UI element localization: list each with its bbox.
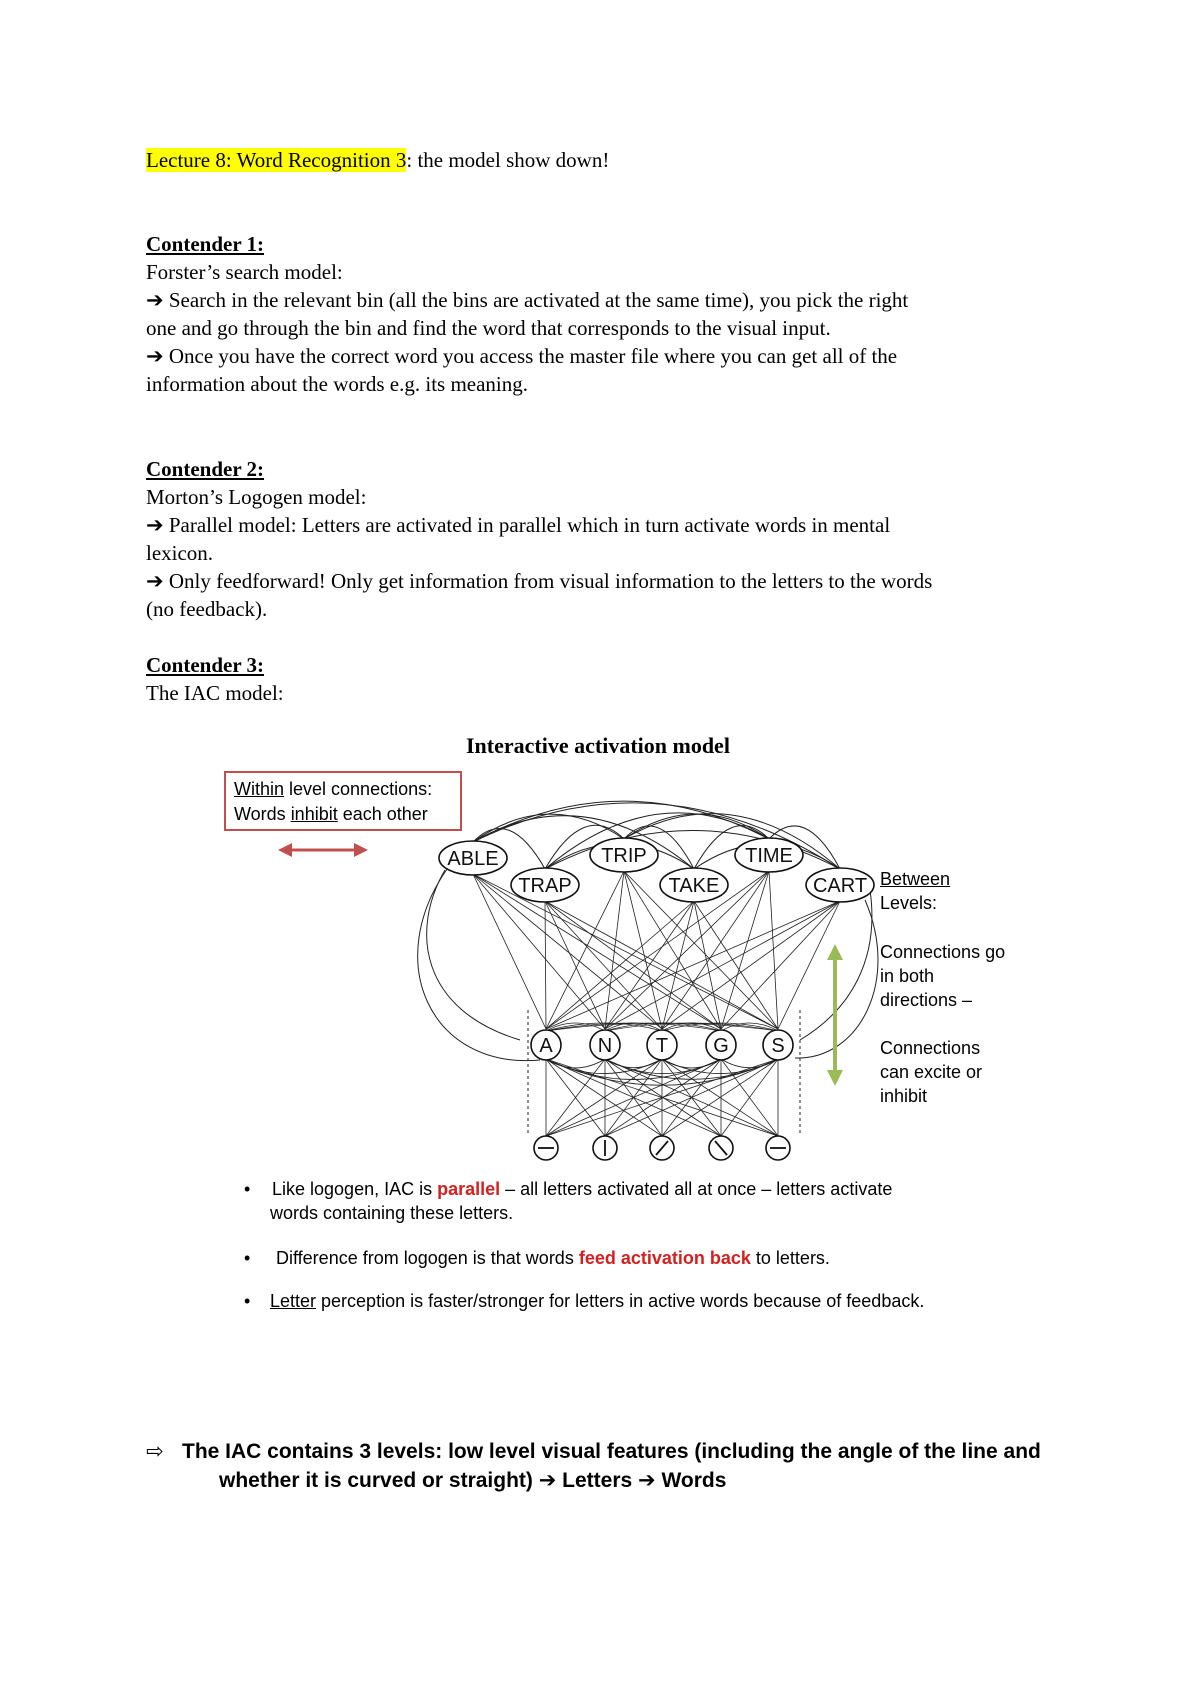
letter-node	[706, 1030, 736, 1060]
hollow-arrow-icon: ⇨	[146, 1440, 164, 1463]
diagram-bullet-1	[244, 1177, 893, 1201]
feature-node	[650, 1136, 674, 1160]
within-rest: level connections:	[284, 779, 433, 799]
between-text-line5: directions –	[880, 990, 973, 1010]
bullet3-text: perception is faster/stronger for letters in active words because of feedback.	[316, 1291, 925, 1311]
between-levels-label	[880, 867, 950, 915]
letter-node-label: N	[597, 1035, 613, 1057]
word-node-label: TRAP	[518, 875, 572, 897]
summary-line2	[219, 1466, 726, 1495]
arrow-icon: ➔	[146, 344, 169, 368]
diagram-bullet-3	[244, 1289, 925, 1313]
contender1-heading: Contender 1:	[146, 232, 265, 256]
between-text-line4: in both	[880, 966, 935, 986]
letter-node	[531, 1030, 561, 1060]
letter-node-label: A	[539, 1035, 553, 1057]
arrow-icon: ➔	[146, 288, 169, 312]
within-level-callout	[224, 771, 462, 831]
contender1-point1-line2: one and go through the bin and find the word that corresponds to the visual input.	[146, 316, 831, 340]
between-text-line6: Connections	[880, 1038, 981, 1058]
lecture-title-highlight: Lecture 8: Word Recognition 3	[146, 148, 407, 172]
word-node-label: CART	[812, 875, 868, 897]
contender2-model: Morton’s Logogen model:	[146, 485, 367, 509]
contender3-model: The IAC model:	[146, 681, 284, 705]
summary-line1	[146, 1437, 1041, 1466]
within-callout-line2	[234, 804, 428, 825]
word-node	[735, 838, 803, 872]
between-levels-arrow	[827, 944, 843, 1086]
feature-node	[709, 1136, 733, 1160]
connections-both-directions	[880, 940, 1005, 1012]
within-callout-line1	[234, 779, 432, 800]
between-text-line8: inhibit	[880, 1086, 928, 1106]
contender2-point2-line1: Only feedforward! Only get information from visual information to the letters to the words	[168, 569, 933, 593]
bullet3-letter: Letter	[270, 1291, 317, 1311]
letter-node	[647, 1030, 677, 1060]
inhibit-word: inhibit	[290, 804, 338, 824]
letter-nodes	[531, 1030, 793, 1060]
letter-node-label: S	[771, 1035, 785, 1057]
diagram-title: Interactive activation model	[466, 733, 730, 758]
word-node	[439, 841, 507, 875]
each-other-word: each other	[337, 804, 428, 824]
word-nodes	[439, 838, 874, 902]
summary-text-line1: The IAC contains 3 levels: low level visual features (including the angle of the line and	[182, 1440, 1041, 1463]
contender3-heading: Contender 3:	[146, 653, 265, 677]
arrow-icon: ➔	[538, 1469, 563, 1492]
summary-words: Words	[661, 1469, 727, 1492]
contender1-point1-line1: Search in the relevant bin (all the bins are activated at the same time), you pick the right	[168, 288, 909, 312]
bullet2-text-c: to letters.	[750, 1248, 830, 1268]
word-node	[590, 838, 658, 872]
within-level-arrow	[278, 843, 368, 857]
bullet-icon: •	[244, 1248, 251, 1268]
contender2-point1-line2: lexicon.	[146, 541, 214, 565]
connections-excite-inhibit	[880, 1036, 982, 1108]
arrow-icon: ➔	[638, 1469, 662, 1492]
between-label: Between	[880, 869, 951, 889]
letter-node	[590, 1030, 620, 1060]
contender1-point2-line2: information about the words e.g. its meaning.	[146, 372, 529, 396]
between-text-line7: can excite or	[880, 1062, 983, 1082]
feature-node	[766, 1136, 790, 1160]
contender2-heading: Contender 2:	[146, 457, 265, 481]
letter-node-label: T	[655, 1035, 669, 1057]
word-node-label: TAKE	[668, 875, 720, 897]
bullet1-text-a: Like logogen, IAC is	[272, 1179, 438, 1199]
bullet2-text-a: Difference from logogen is that words	[276, 1248, 579, 1268]
diagram-bullet-1-line2: words containing these letters.	[270, 1203, 514, 1223]
word-node-label: ABLE	[447, 848, 499, 870]
letter-node	[763, 1030, 793, 1060]
levels-label: Levels:	[880, 893, 938, 913]
between-text-line3: Connections go	[880, 942, 1006, 962]
lecture-title-rest: : the model show down!	[406, 148, 610, 172]
contender1-point2-line1: Once you have the correct word you access the master file where you can get all of the	[168, 344, 898, 368]
diagram-bullet-2	[244, 1246, 830, 1270]
summary-text-a: whether it is curved or straight)	[219, 1469, 539, 1492]
within-word: Within	[234, 779, 285, 799]
word-node	[660, 868, 728, 902]
words-word: Words	[234, 804, 291, 824]
feature-node	[593, 1136, 617, 1160]
feature-node	[534, 1136, 558, 1160]
arrow-icon: ➔	[146, 569, 169, 593]
bullet1-parallel: parallel	[437, 1179, 501, 1199]
bullet-icon: •	[244, 1291, 251, 1311]
bullet1-text-c: – all letters activated all at once – letters activate	[500, 1179, 893, 1199]
letter-node-label: G	[713, 1035, 729, 1057]
word-node	[511, 868, 579, 902]
word-node-label: TRIP	[601, 845, 647, 867]
contender1-model: Forster’s search model:	[146, 260, 343, 284]
bullet-icon: •	[244, 1179, 251, 1199]
word-node-label: TIME	[745, 845, 793, 867]
feature-nodes	[534, 1136, 790, 1160]
word-node	[806, 868, 874, 902]
contender2-point2-line2: (no feedback).	[146, 597, 268, 621]
contender2-point1-line1: Parallel model: Letters are activated in parallel which in turn activate words in mental	[168, 513, 891, 537]
summary-letters: Letters	[562, 1469, 639, 1492]
arrow-icon: ➔	[146, 513, 169, 537]
bullet2-feed-back: feed activation back	[578, 1248, 751, 1268]
